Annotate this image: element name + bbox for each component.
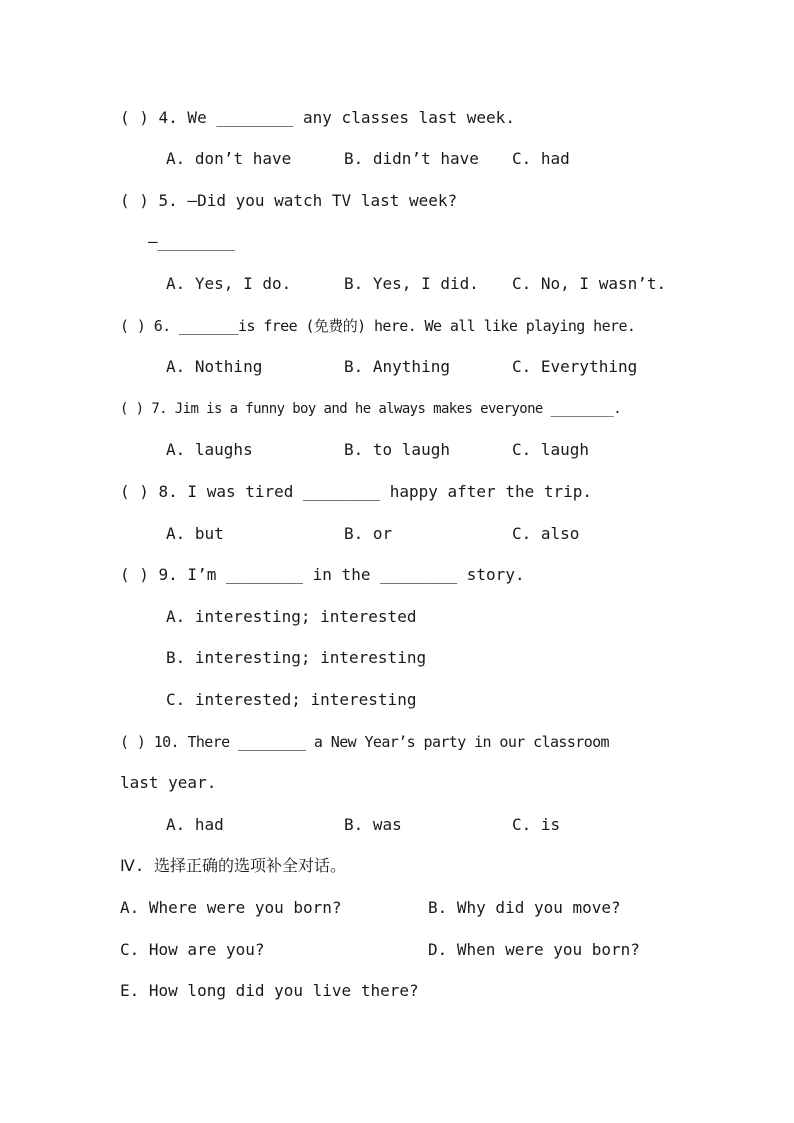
section-iv-heading: Ⅳ. 选择正确的选项补全对话。 [120, 856, 347, 875]
question-6-option-c: C. Everything [512, 357, 638, 376]
question-7-stem: ( ) 7. Jim is a funny boy and he always makes everyone ________. [120, 401, 622, 417]
question-5-option-b: B. Yes, I did. [344, 274, 479, 293]
question-6-option-a: A. Nothing [166, 357, 263, 376]
question-6-option-b: B. Anything [344, 357, 450, 376]
question-10-stem-continued: last year. [120, 773, 217, 792]
question-5-option-c: C. No, I wasn’t. [512, 274, 667, 293]
question-4-option-c: C. had [512, 149, 570, 168]
question-4-stem: ( ) 4. We ________ any classes last week. [120, 108, 515, 127]
question-4-option-a: A. don’t have [166, 149, 292, 168]
dialogue-option-b: B. Why did you move? [428, 898, 621, 917]
question-6-stem: ( ) 6. _______is free (免费的) here. We all like playing here. [120, 317, 636, 335]
question-5-reply-blank: —________ [148, 232, 235, 251]
question-4-option-b: B. didn’t have [344, 149, 479, 168]
question-5-option-a: A. Yes, I do. [166, 274, 292, 293]
question-10-option-c: C. is [512, 815, 561, 834]
dialogue-option-c: C. How are you? [120, 940, 265, 959]
question-9-option-c: C. interested; interesting [166, 690, 417, 709]
question-8-option-c: C. also [512, 524, 580, 543]
question-8-stem: ( ) 8. I was tired ________ happy after the trip. [120, 482, 593, 501]
question-10-option-b: B. was [344, 815, 402, 834]
question-8-option-a: A. but [166, 524, 224, 543]
question-9-option-b: B. interesting; interesting [166, 648, 427, 667]
question-7-option-c: C. laugh [512, 440, 590, 459]
dialogue-option-e: E. How long did you live there? [120, 981, 419, 1000]
question-7-option-b: B. to laugh [344, 440, 450, 459]
question-8-option-b: B. or [344, 524, 393, 543]
question-5-stem: ( ) 5. —Did you watch TV last week? [120, 191, 458, 210]
dialogue-option-d: D. When were you born? [428, 940, 640, 959]
question-7-option-a: A. laughs [166, 440, 253, 459]
question-9-stem: ( ) 9. I’m ________ in the ________ story. [120, 565, 525, 584]
dialogue-option-a: A. Where were you born? [120, 898, 342, 917]
question-10-stem: ( ) 10. There ________ a New Year’s party in our classroom [120, 733, 609, 751]
question-10-option-a: A. had [166, 815, 224, 834]
question-9-option-a: A. interesting; interested [166, 607, 417, 626]
